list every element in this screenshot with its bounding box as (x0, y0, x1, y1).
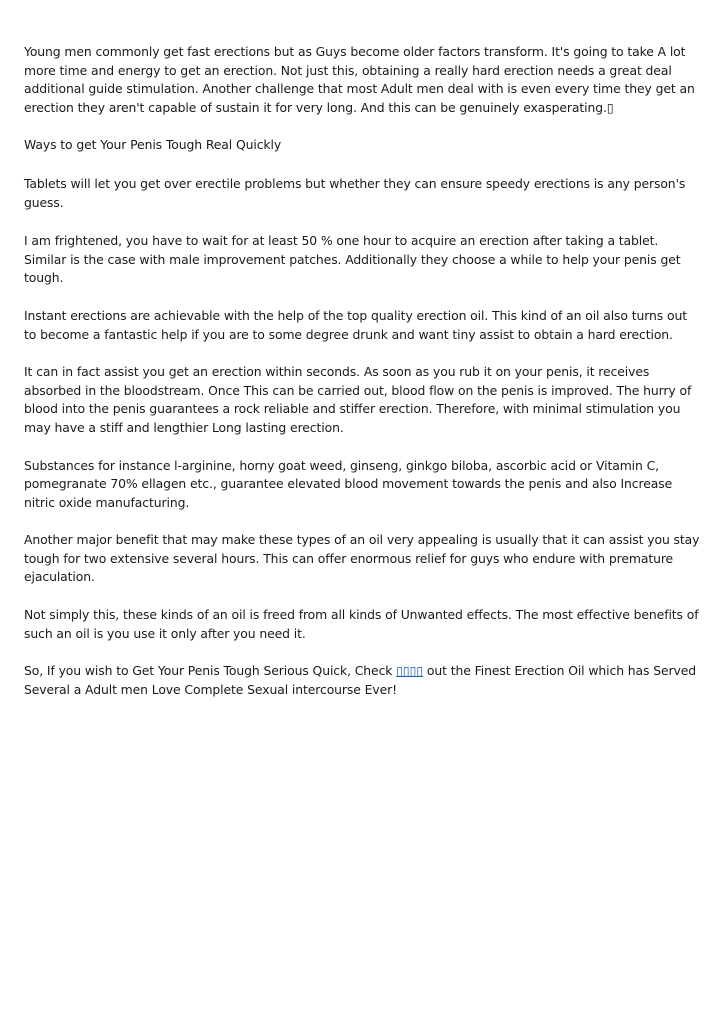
paragraph-seconds: It can in fact assist you get an erection within seconds. As soon as you rub it on your penis, it receives absorbed in the bloodstream. Once This can be carried out, blood flow on the penis is improved. The hurry of blood into the penis guarantees a rock reliable and stiffer erection. Therefore, with minimal stimulation you may have a stiff and lengthier Long lasting erection. (24, 364, 692, 435)
paragraph-instant: Instant erections are achievable with the help of the top quality erection oil. This kind of an oil also turns out to become a fantastic help if you are to some degree drunk and want tiny assist to obtain a hard erection. (24, 307, 687, 342)
document-body (24, 43, 700, 718)
paragraph-intro: Young men commonly get fast erections but as Guys become older factors transform. It's going to take A lot more time and energy to get an erection. Not just this, obtaining a really hard erection needs a great deal additional guide stimulation. Another challenge that most Adult men deal with is even every time they get an erection they aren't capable of sustain it for very long. And this can be genuinely exasperating.▯ (24, 44, 695, 115)
paragraph-conclusion (24, 662, 700, 699)
paragraph-heading: Ways to get Your Penis Tough Real Quickly (24, 137, 282, 153)
paragraph-benefit: Another major benefit that may make these types of an oil very appealing is usually that it can assist you stay tough for two extensive several hours. This can offer enormous relief for guys who endure with premature ejaculation. (24, 532, 700, 585)
paragraph-tablets: Tablets will let you get over erectile problems but whether they can ensure speedy erections is any person's guess. (24, 175, 686, 210)
check-link[interactable]: ▯▯▯▯ (396, 663, 424, 679)
conclusion-text-after: out the Finest Erection Oil which has Served Several a Adult men Love Complete Sexual intercourse Ever! (24, 663, 697, 697)
paragraph-waiting: I am frightened, you have to wait for at least 50 % one hour to acquire an erection after taking a tablet. Similar is the case with male improvement patches. Additionally they choose a while to help your penis get tough. (24, 233, 681, 286)
paragraph-side-effects: Not simply this, these kinds of an oil is freed from all kinds of Unwanted effects. The most effective benefits of such an oil is you use it only after you need it. (24, 607, 699, 641)
conclusion-text-before: So, If you wish to Get Your Penis Tough Serious Quick, Check (24, 663, 397, 679)
paragraph-substances: Substances for instance l-arginine, horny goat weed, ginseng, ginkgo biloba, ascorbic acid or Vitamin C, pomegranate 70% ellagen etc., guarantee elevated blood movement towards the penis and also Increase nitric oxide manufacturing. (24, 457, 673, 510)
